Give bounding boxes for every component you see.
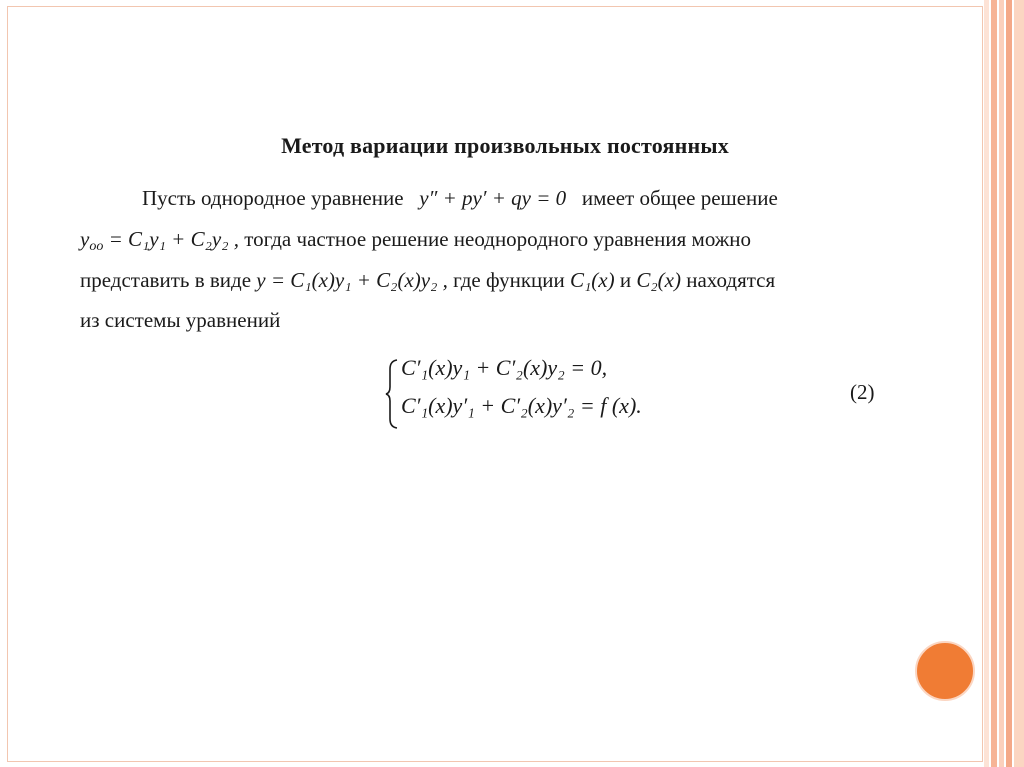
equation-number: (2) (850, 380, 875, 404)
decorative-circle (915, 641, 975, 701)
slide-frame (7, 6, 983, 762)
slide-title: Метод вариации произвольных постоянных (281, 133, 729, 158)
paragraph-line-2: $y_{oo} = C_1y_1 + C_2y_2$ , тогда частное решение неоднородного уравнения можно (80, 227, 752, 254)
paragraph-line-1: Пусть однородное уравнение y″ + py′ + qy = 0 имеет общее решение (142, 186, 778, 210)
paragraph-line-4: из системы уравнений (80, 308, 281, 332)
general-solution: $y_{oo} = C_1y_1 + C_2y_2$ , (80, 227, 240, 254)
paragraph-line-3: представить в виде y = C₁(x)y₁ + C₂(x)y₂ , где функции C₁(x) и C₂(x) находятся (80, 268, 776, 292)
homogeneous-equation: y″ + py′ + qy = 0 (419, 186, 567, 210)
left-brace-icon (385, 359, 399, 429)
decorative-stripes (984, 0, 1024, 767)
particular-solution: y = C₁(x)y₁ + C₂(x)y₂ , (256, 268, 448, 292)
system-equation-1: C′₁(x)y₁ + C′₂(x)y₂ = 0, (401, 355, 608, 380)
system-equation-2: C′₁(x)y′₁ + C′₂(x)y′₂ = f (x). (401, 393, 642, 418)
